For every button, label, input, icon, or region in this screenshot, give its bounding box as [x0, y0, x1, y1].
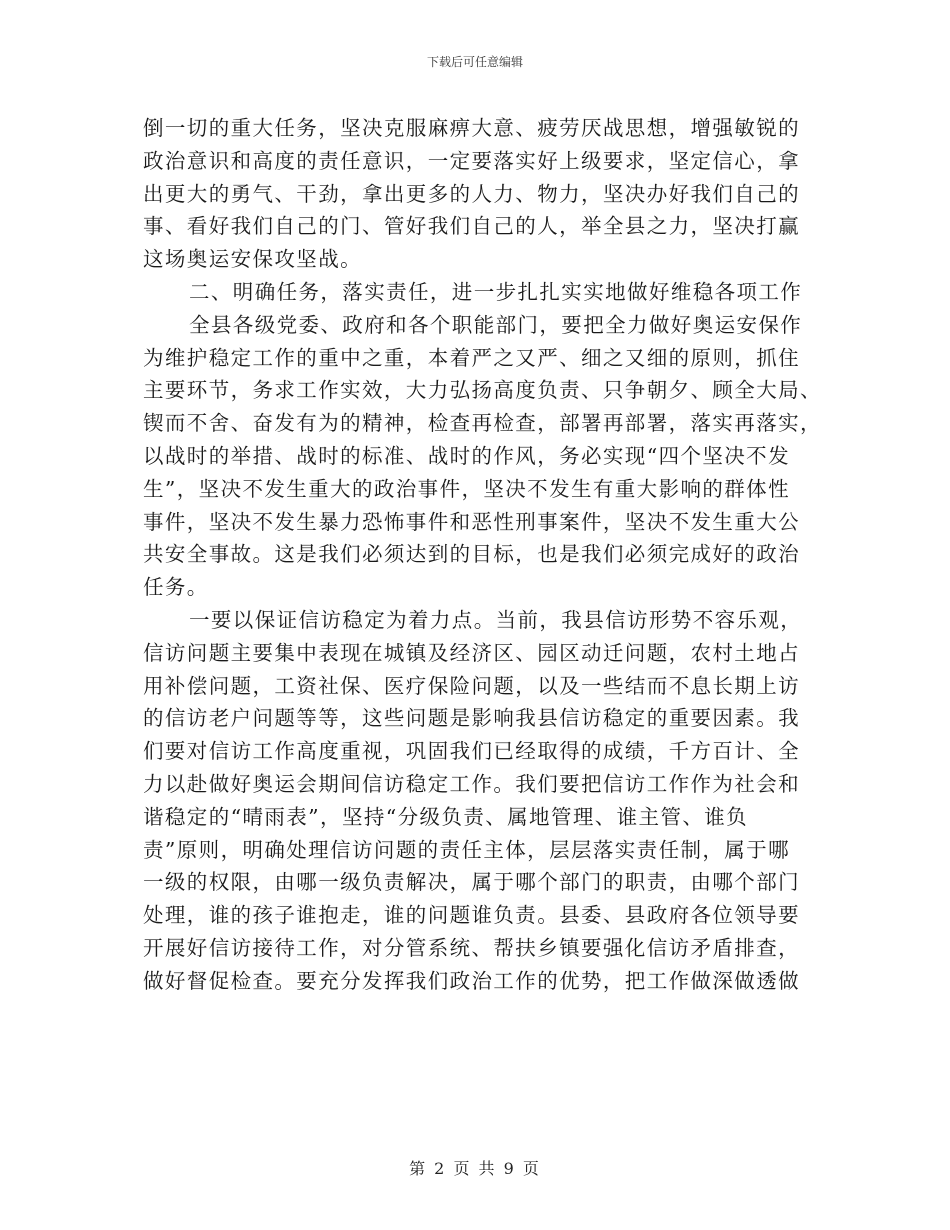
text-line: 一要以保证信访稳定为着力点。当前，我县信访形势不容乐观， — [189, 607, 803, 632]
text-line: 以战时的举措、战时的标准、战时的作风，务必实现“四个坚决不发 — [143, 443, 790, 468]
page-number: 第 2 页 共 9 页 — [409, 1159, 541, 1178]
text-line: 开展好信访接待工作，对分管系统、帮扶乡镇要强化信访矛盾排查， — [143, 935, 800, 960]
text-line: 全县各级党委、政府和各个职能部门，要把全力做好奥运安保作 — [189, 312, 803, 337]
text-line: 倒一切的重大任务，坚决克服麻痹大意、疲劳厌战思想，增强敏锐的 — [143, 116, 800, 140]
text-line: 的信访老户问题等等，这些问题是影响我县信访稳定的重要因素。我 — [143, 706, 800, 731]
text-line: 事件，坚决不发生暴力恐怖事件和恶性刑事案件，坚决不发生重大公 — [143, 509, 800, 534]
text-line: 政治意识和高度的责任意识，一定要落实好上级要求，坚定信心，拿 — [143, 148, 800, 173]
text-line: 为维护稳定工作的重中之重，本着严之又严、细之又细的原则，抓住 — [143, 345, 800, 370]
text-line: 一级的权限，由哪一级负责解决，属于哪个部门的职责，由哪个部门 — [143, 870, 800, 895]
text-line: 处理，谁的孩子谁抱走，谁的问题谁负责。县委、县政府各位领导要 — [143, 903, 800, 928]
section-heading: 二、明确任务，落实责任，进一步扎扎实实地做好维稳各项工作 — [189, 279, 803, 304]
text-line: 事、看好我们自己的门、管好我们自己的人，举全县之力，坚决打赢 — [143, 214, 800, 239]
text-line: 主要环节，务求工作实效，大力弘扬高度负责、只争朝夕、顾全大局、 — [143, 378, 822, 403]
text-line: 谐稳定的“晴雨表”，坚持“分级负责、属地管理、谁主管、谁负 — [143, 804, 749, 829]
text-line: 生”，坚决不发生重大的政治事件，坚决不发生有重大影响的群体性 — [143, 476, 790, 501]
text-line: 责”原则，明确处理信访问题的责任主体，层层落实责任制，属于哪 — [143, 837, 790, 862]
text-line: 做好督促检查。要充分发挥我们政治工作的优势，把工作做深做透做 — [143, 968, 800, 993]
text-line: 们要对信访工作高度重视，巩固我们已经取得的成绩，千方百计、全 — [143, 739, 800, 764]
text-line: 出更大的勇气、干劲，拿出更多的人力、物力，坚决办好我们自己的 — [143, 181, 800, 206]
document-body — [143, 112, 823, 998]
text-line: 共安全事故。这是我们必须达到的目标，也是我们必须完成好的政治 — [143, 542, 800, 567]
text-line: 力以赴做好奥运会期间信访稳定工作。我们要把信访工作作为社会和 — [143, 771, 800, 796]
text-line: 用补偿问题，工资社保、医疗保险问题，以及一些结而不息长期上访 — [143, 673, 800, 698]
page-header-note: 下载后可任意编辑 — [426, 55, 523, 69]
text-line: 锲而不舍、奋发有为的精神，检查再检查，部署再部署，落实再落实， — [143, 411, 822, 436]
text-line: 这场奥运安保攻坚战。 — [143, 247, 362, 272]
text-line: 任务。 — [143, 575, 209, 600]
text-line: 信访问题主要集中表现在城镇及经济区、园区动迁问题，农村土地占 — [143, 640, 800, 665]
